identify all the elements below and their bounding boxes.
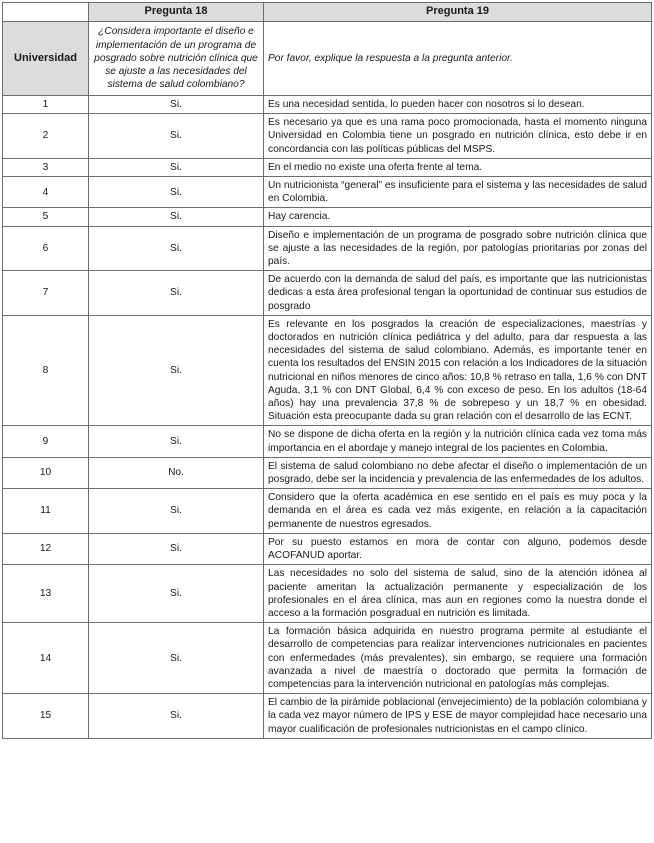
answer-q18: Si.	[89, 114, 264, 159]
table-row	[3, 315, 652, 426]
answer-q18: Si.	[89, 565, 264, 623]
explanation-q19: El sistema de salud colombiano no debe afectar el diseño o implementación de un posgrado, debe ser la incidencia y prevalencia de las enfermedades de los adultos.	[264, 457, 652, 488]
university-number: 1	[3, 96, 89, 114]
table-row	[3, 623, 652, 694]
explanation-q19: Las necesidades no solo del sistema de salud, sino de la atención idónea al paciente ameritan la actualización permanente y especialización de los profesionales en el área clínica, mas aun en regiones como la nuestra donde el acceso a la formación posgradual en nutrición es limitada.	[264, 565, 652, 623]
answer-q18: Si.	[89, 315, 264, 426]
university-number: 12	[3, 533, 89, 564]
table-row	[3, 457, 652, 488]
table-row	[3, 271, 652, 316]
table-row	[3, 694, 652, 739]
explanation-q19: No se dispone de dicha oferta en la región y la nutrición clínica cada vez toma más importancia en el abordaje y manejo integral de los pacientes en Colombia.	[264, 426, 652, 457]
answer-q18: Si.	[89, 426, 264, 457]
question-19-text: Por favor, explique la respuesta a la pregunta anterior.	[264, 22, 652, 96]
explanation-q19: Considero que la oferta académica en ese sentido en el país es muy poca y la demanda en el área es cada vez más exigente, en relación a la capacitación permanente de nuestros egresados.	[264, 489, 652, 534]
university-number: 4	[3, 177, 89, 208]
explanation-q19: Es una necesidad sentida, lo pueden hacer con nosotros si lo desean.	[264, 96, 652, 114]
university-number: 13	[3, 565, 89, 623]
table-row	[3, 158, 652, 176]
answer-q18: Si.	[89, 533, 264, 564]
table-row	[3, 489, 652, 534]
header-pregunta-18: Pregunta 18	[89, 3, 264, 22]
table-row	[3, 226, 652, 271]
table-row	[3, 208, 652, 226]
university-number: 15	[3, 694, 89, 739]
table-body	[3, 96, 652, 739]
answer-q18: Si.	[89, 96, 264, 114]
university-number: 11	[3, 489, 89, 534]
answer-q18: Si.	[89, 694, 264, 739]
university-number: 9	[3, 426, 89, 457]
corner-cell	[3, 3, 89, 22]
explanation-q19: La formación básica adquirida en nuestro programa permite al estudiante el desarrollo de competencias para realizar intervenciones nutricionales en pacientes con enfermedades (más prevalentes), sin embargo, se requiere una formación avanzada a nivel de maestría o doctorado que permita la formación de competencias para la intervención nutricional en patologías más complejas.	[264, 623, 652, 694]
explanation-q19: De acuerdo con la demanda de salud del país, es importante que las nutricionistas dedicas a esta área profesional tengan la oportunidad de continuar sus estudios de posgrado	[264, 271, 652, 316]
university-number: 7	[3, 271, 89, 316]
table-row	[3, 533, 652, 564]
university-number: 8	[3, 315, 89, 426]
answer-q18: Si.	[89, 158, 264, 176]
answer-q18: Si.	[89, 489, 264, 534]
explanation-q19: Diseño e implementación de un programa de posgrado sobre nutrición clínica que se ajuste a las necesidades de la región, por patologías prioritarias por zonas del país.	[264, 226, 652, 271]
table-row	[3, 565, 652, 623]
answer-q18: No.	[89, 457, 264, 488]
table-row	[3, 426, 652, 457]
header-universidad: Universidad	[3, 22, 89, 96]
university-number: 2	[3, 114, 89, 159]
answer-q18: Si.	[89, 177, 264, 208]
university-number: 10	[3, 457, 89, 488]
survey-table	[2, 2, 652, 739]
university-number: 14	[3, 623, 89, 694]
explanation-q19: Por su puesto estamos en mora de contar con alguno, podemos desde ACOFANUD aportar.	[264, 533, 652, 564]
question-18-text: ¿Considera importante el diseño e implementación de un programa de posgrado sobre nutrición clínica que se ajuste a las necesidades del sistema de salud colombiano?	[89, 22, 264, 96]
header-row-questions	[3, 22, 652, 96]
table-row	[3, 96, 652, 114]
answer-q18: Si.	[89, 623, 264, 694]
explanation-q19: Un nutricionista “general” es insuficiente para el sistema y las necesidades de salud en Colombia.	[264, 177, 652, 208]
answer-q18: Si.	[89, 208, 264, 226]
answer-q18: Si.	[89, 226, 264, 271]
explanation-q19: Es relevante en los posgrados la creación de especializaciones, maestrías y doctorados en nutrición clínica pediátrica y del adulto, para dar respuesta a las necesidades del sistema de salud colombiano. Además, es importante tener en cuenta los resultados del ENSIN 2015 con relación a los Indicadores de la situación nutricional en niños menores de cinco años: 10,8 % retraso en talla, 1,6 % con DNT Aguda, 3,1 % con DNT Global, 6,4 % con exceso de peso. En los adultos (18-64 años) hay una prevalencia 37,8 % de sobrepeso y un 18,7 % en obesidad. Situación esta preocupante dada su gran relación con el desarrollo de las ECNT.	[264, 315, 652, 426]
explanation-q19: El cambio de la pirámide poblacional (envejecimiento) de la población colombiana y la cada vez mayor número de IPS y ESE de mayor complejidad hace necesario una mayor cualificación de profesionales nutricionistas en el campo clínico.	[264, 694, 652, 739]
university-number: 5	[3, 208, 89, 226]
explanation-q19: Es necesario ya que es una rama poco promocionada, hasta el momento ninguna Universidad en Colombia tiene un posgrado en nutrición clínica, esto debe ir en concordancia con las políticas públicas del MSPS.	[264, 114, 652, 159]
table-row	[3, 114, 652, 159]
header-row-top	[3, 3, 652, 22]
answer-q18: Si.	[89, 271, 264, 316]
header-pregunta-19: Pregunta 19	[264, 3, 652, 22]
university-number: 3	[3, 158, 89, 176]
table-row	[3, 177, 652, 208]
university-number: 6	[3, 226, 89, 271]
explanation-q19: Hay carencia.	[264, 208, 652, 226]
explanation-q19: En el medio no existe una oferta frente al tema.	[264, 158, 652, 176]
